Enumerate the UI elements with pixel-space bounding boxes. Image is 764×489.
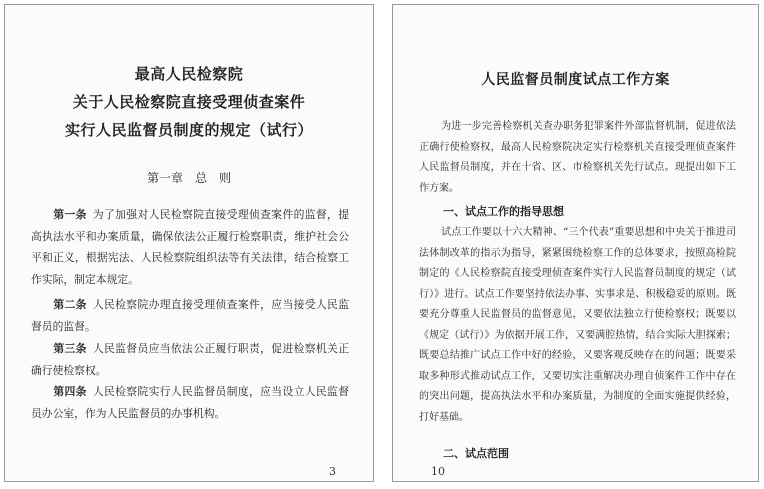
article-4: [31, 381, 349, 424]
article-1-label: 第一条: [53, 208, 87, 221]
chapter-heading: 第一章 总 则: [146, 171, 231, 185]
intro-text: 为进一步完善检察机关查办职务犯罪案件外部监督机制，促进依法正确行使检察权，最高人民检察院决定实行检察机关直接受理侦查案件人民监督员制度，并在十省、区、市检察机关先行试点。现提出如下工作方案。: [419, 121, 736, 194]
article-3-label: 第三条: [53, 342, 87, 355]
article-2-text: 人民检察院办理直接受理侦查案件，应当接受人民监督员的监督。: [31, 298, 350, 333]
right-page-title: 人民监督员制度试点工作方案: [481, 72, 670, 88]
article-4-label: 第四条: [53, 385, 87, 398]
article-4-text: 人民检察院实行人民监督员制度，应当设立人民监督员办公室，作为人民监督员的办事机构。: [31, 385, 350, 420]
right-document-page: [392, 4, 759, 482]
article-2-label: 第二条: [53, 298, 87, 311]
section-1-heading: 一、试点工作的指导思想: [443, 205, 564, 218]
left-title-line-1: 最高人民检察院: [134, 65, 244, 83]
right-page-number: 10: [431, 465, 445, 478]
section-1-paragraph: [419, 223, 736, 428]
article-3-text: 人民监督员应当依法公正履行职责，促进检察机关正确行使检察权。: [31, 342, 350, 377]
article-1: [31, 204, 349, 290]
left-title-line-2: 关于人民检察院直接受理侦查案件: [72, 93, 306, 111]
left-title-line-3: 实行人民监督员制度的规定（试行）: [64, 121, 313, 139]
article-3: [31, 338, 349, 381]
left-page-number: 3: [329, 465, 336, 478]
article-1-text: 为了加强对人民检察院直接受理侦查案件的监督，提高执法水平和办案质量，确保依法公正履行检察职责，维护社会公平和正义，根据宪法、人民检察院组织法等有关法律，结合检察工作实际，制定本规定。: [31, 208, 350, 286]
left-document-page: [4, 4, 374, 482]
article-2: [31, 294, 349, 337]
intro-paragraph: [419, 117, 736, 199]
section-2-heading: 二、试点范围: [443, 447, 509, 460]
section-1-text: 试点工作要以十六大精神、“三个代表”重要思想和中央关于推进司法体制改革的指示为指导，紧紧围绕检察工作的总体要求，按照高检院制定的《人民检察院直接受理侦查案件实行人民监督员制度的规定（试行）》进行。试点工作要坚持依法办事、实事求是、积极稳妥的原则。既要充分尊重人民监督员的监督意见，又要依法独立行使检察权；既要以《规定（试行）》为依据开展工作，又要满腔热情，结合实际大胆探索；既要总结推广试点工作中好的经验，又要客观反映存在的问题；既要采取多种形式推动试点工作，又要切实注重解决办理自侦案件工作中存在的突出问题，提高执法水平和办案质量，为制度的全面实施提供经验，打好基础。: [419, 227, 736, 423]
